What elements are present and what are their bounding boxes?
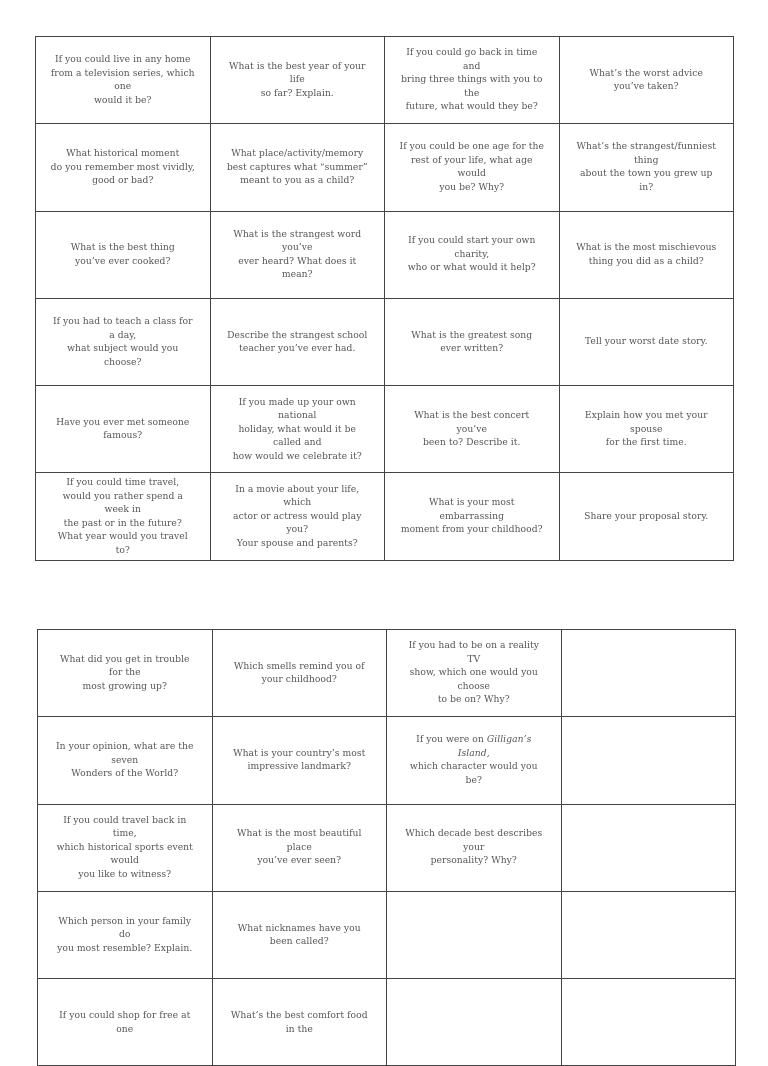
question-text: What is your most embarrassing moment from your childhood?: [400, 497, 543, 536]
question-text: If you could time travel, would you rather spend a week in the past or in the future? What year would you travel to?: [57, 477, 188, 556]
question-text: If you were on Gilligan’s Island, which character would you be?: [409, 734, 538, 786]
question-text: If you could travel back in time, which historical sports event would you like to witness?: [56, 814, 193, 880]
question-text: What is the best concert you’ve been to? Describe it.: [414, 410, 530, 449]
question-card: [211, 386, 386, 473]
question-text: If you had to teach a class for a day, what subject would you choose?: [52, 316, 193, 368]
question-card: [36, 124, 211, 211]
blank-card: [562, 805, 737, 892]
question-text: What place/activity/memory best captures what “summer” meant to you as a child?: [226, 148, 368, 187]
question-text: If you had to be on a reality TV show, which one would you choose to be on? Why?: [408, 640, 539, 706]
question-text: What’s the strangest/funniest thing about the town you grew up in?: [576, 141, 716, 193]
question-card: [38, 717, 213, 804]
question-card: [385, 473, 560, 560]
question-text: Share your proposal story.: [584, 510, 709, 522]
question-text: What historical moment do you remember most vividly, good or bad?: [50, 148, 195, 187]
question-card-sheet-1: [35, 36, 734, 561]
question-text: What is the greatest song ever written?: [411, 329, 533, 355]
question-card: [213, 630, 388, 717]
question-card: [560, 386, 735, 473]
question-text: Explain how you met your spouse for the first time.: [584, 410, 708, 449]
question-card: [385, 37, 560, 124]
blank-card: [562, 892, 737, 979]
question-card: [560, 212, 735, 299]
question-text: If you made up your own national holiday, what would it be called and how would we celebrate it?: [232, 396, 362, 462]
question-card: [560, 124, 735, 211]
question-text: What is the best thing you’ve ever cooked?: [70, 242, 175, 267]
question-text: In your opinion, what are the seven Wonders of the World?: [55, 741, 194, 780]
question-card: [385, 299, 560, 386]
question-text: What is the most mischievous thing you did as a child?: [576, 242, 717, 267]
blank-card: [387, 979, 562, 1066]
question-card: [211, 473, 386, 560]
question-card: [36, 473, 211, 560]
question-text: Tell your worst date story.: [584, 336, 708, 348]
question-text: What is the best year of your life so far? Explain.: [229, 60, 366, 99]
question-card: [211, 299, 386, 386]
question-text: Describe the strangest school teacher you’ve ever had.: [227, 329, 368, 355]
question-text: Have you ever met someone famous?: [56, 416, 190, 442]
question-card: [213, 979, 388, 1066]
question-card: [560, 299, 735, 386]
question-card: [385, 124, 560, 211]
show-title: Gilligan’s Island: [457, 734, 532, 759]
question-card: [213, 805, 388, 892]
question-text: If you could live in any home from a television series, which one would it be?: [50, 54, 195, 106]
question-card-sheet-2: [37, 629, 736, 1066]
question-card: [211, 37, 386, 124]
question-text: If you could go back in time and bring three things with you to the future, what would they be?: [401, 47, 543, 113]
question-card: [387, 630, 562, 717]
question-card: [38, 892, 213, 979]
question-text: What’s the best comfort food in the: [230, 1010, 368, 1035]
question-card: [36, 37, 211, 124]
question-card: [213, 892, 388, 979]
question-card: [211, 124, 386, 211]
question-text: Which decade best describes your personality? Why?: [405, 828, 543, 867]
question-card: [560, 473, 735, 560]
question-card: [560, 37, 735, 124]
question-text: Which smells remind you of your childhood?: [233, 660, 365, 686]
question-text: If you could be one age for the rest of your life, what age would you be? Why?: [399, 141, 544, 193]
question-text: What did you get in trouble for the most growing up?: [60, 653, 190, 692]
question-card: [385, 212, 560, 299]
question-card: [211, 212, 386, 299]
question-card: [38, 805, 213, 892]
question-card: [38, 979, 213, 1066]
question-text: What is your country’s most impressive landmark?: [233, 747, 366, 773]
blank-card: [562, 717, 737, 804]
blank-card: [562, 979, 737, 1066]
question-text: What nicknames have you been called?: [237, 922, 361, 948]
question-card: [38, 630, 213, 717]
question-card: [213, 717, 388, 804]
question-text: What’s the worst advice you’ve taken?: [589, 67, 703, 93]
blank-card: [387, 892, 562, 979]
question-text: What is the strangest word you’ve ever heard? What does it mean?: [233, 228, 362, 281]
question-text: In a movie about your life, which actor or actress would play you? Your spouse and parents?: [233, 483, 362, 549]
question-text: What is the most beautiful place you’ve ever seen?: [237, 828, 362, 867]
blank-card: [562, 630, 737, 717]
question-card: [36, 299, 211, 386]
question-card: [387, 717, 562, 804]
question-card: [36, 212, 211, 299]
question-text: Which person in your family do you most resemble? Explain.: [57, 915, 193, 954]
question-text: If you could start your own charity, who or what would it help?: [407, 235, 536, 274]
question-card: [385, 386, 560, 473]
question-card: [36, 386, 211, 473]
question-card: [387, 805, 562, 892]
question-text: If you could shop for free at one: [59, 1010, 191, 1035]
